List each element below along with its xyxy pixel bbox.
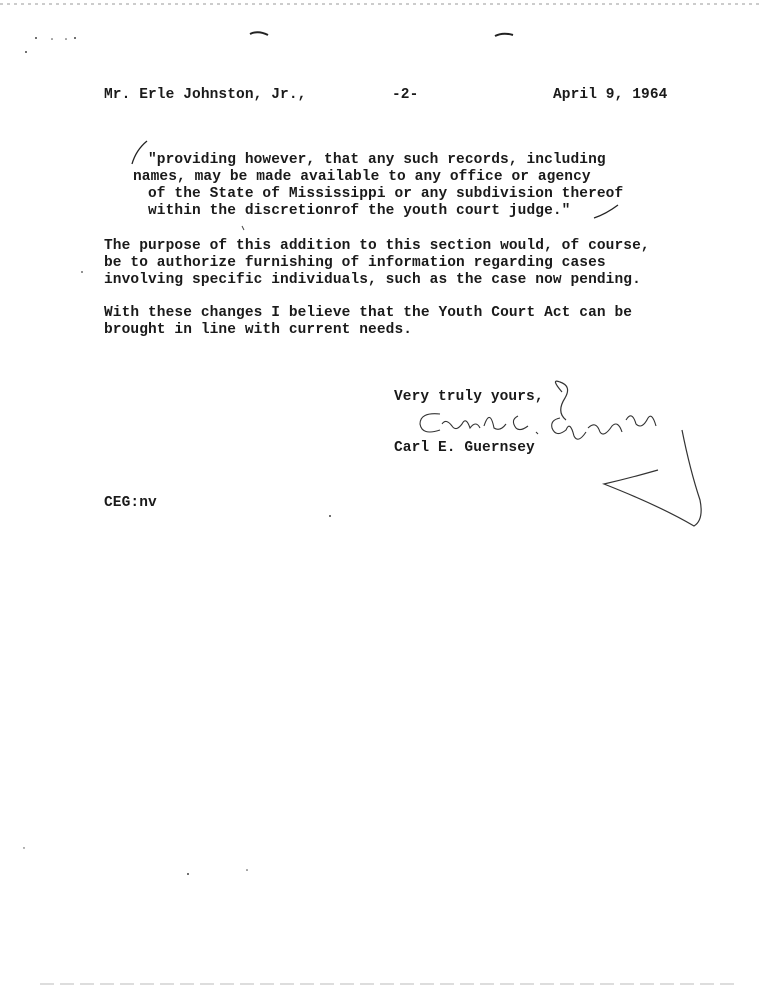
page-number: -2- [392,87,419,103]
closing-salutation: Very truly yours, [394,389,544,405]
paragraph2-line-2: brought in line with current needs. [104,322,413,338]
tick-mark-left [250,32,268,35]
bracket-close-mark [594,205,618,218]
bracket-open-mark [132,141,147,164]
signature [420,414,656,439]
pen-speck [242,226,244,230]
letter-date: April 9, 1964 [553,87,668,103]
paragraph1-line-1: The purpose of this addition to this section would, of course, [104,238,650,254]
quote-line-2: names, may be made available to any office or agency [133,169,591,185]
paragraph1-line-2: be to authorize furnishing of information regarding cases [104,255,606,271]
quote-line-1: "providing however, that any such records, including [148,152,606,168]
paragraph1-line-3: involving specific individuals, such as the case now pending. [104,272,641,288]
addressee: Mr. Erle Johnston, Jr., [104,87,307,103]
paragraph2-line-1: With these changes I believe that the Youth Court Act can be [104,305,633,321]
tick-mark-right [495,34,513,36]
typist-initials: CEG:nv [104,495,157,511]
signature-bracket-tail [604,430,701,526]
signature-bracket-curl [555,381,567,420]
quote-line-3: of the State of Mississippi or any subdivision thereof [148,186,624,202]
signer-name: Carl E. Guernsey [394,440,535,456]
quote-line-4: within the discretionrof the youth court judge." [148,203,571,219]
